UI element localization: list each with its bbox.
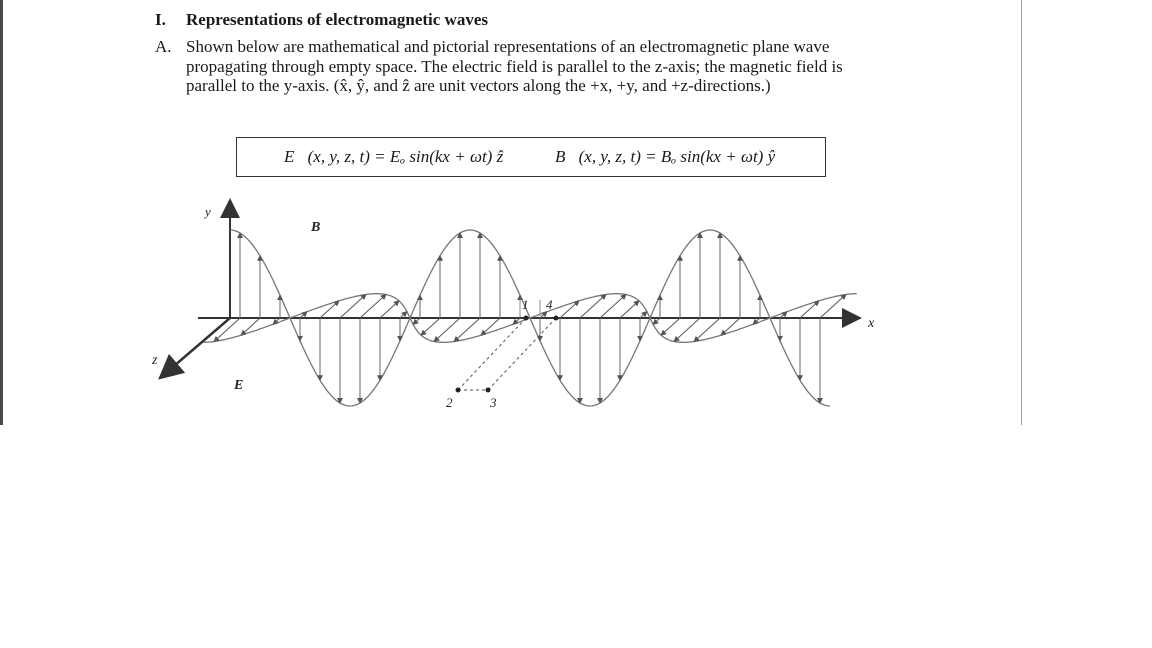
e-field-arrow: [454, 318, 480, 342]
b-field-label: B⃗: [311, 220, 332, 235]
z-axis: [160, 318, 230, 378]
e-field-arrow: [434, 318, 460, 342]
e-field-arrow: [600, 295, 626, 319]
e-field-arrow: [820, 295, 846, 319]
e-field-arrow: [580, 295, 606, 319]
item-text: Shown below are mathematical and pictorial representations of an electromagnetic plane wave propagating through empty space. The electric field is parallel to the z-axis; the magnetic field is parallel to the y-axis. (x̂, ŷ, and ẑ are unit vectors along the +x, +y, and +z-directions.): [186, 37, 843, 95]
e-field-label: E⃗: [234, 378, 255, 393]
point-4-dot: [554, 316, 559, 321]
x-axis-label: x: [868, 316, 875, 331]
z-axis-label: z: [152, 353, 158, 368]
magnetic-field-equation: B⃗(x, y, z, t) = Bₒ sin(kx + ωt) ŷ: [555, 147, 776, 166]
section-number: I.: [155, 10, 166, 29]
section-title: Representations of electromagnetic waves: [186, 10, 488, 29]
e-field-arrow: [661, 318, 680, 335]
point-1-label: 1: [522, 297, 529, 312]
e-field-arrow: [694, 318, 720, 342]
point-2-label: 2: [446, 395, 453, 410]
point-2-dot: [456, 388, 461, 393]
y-axis-label: y: [205, 204, 211, 219]
electric-field-equation: E⃗(x, y, z, t) = Eₒ sin(kx + ωt) ẑ: [284, 147, 504, 166]
e-field-arrow: [674, 318, 700, 342]
e-field-arrow: [421, 318, 440, 335]
e-field-arrow: [620, 301, 639, 318]
point-3-dot: [486, 388, 491, 393]
e-field-arrow: [340, 295, 366, 319]
e-field-arrow: [380, 301, 399, 318]
e-field-arrow: [360, 295, 386, 319]
point-4-label: 4: [546, 297, 553, 312]
point-1-dot: [524, 316, 529, 321]
item-letter: A.: [155, 37, 172, 56]
point-3-label: 3: [490, 395, 497, 410]
